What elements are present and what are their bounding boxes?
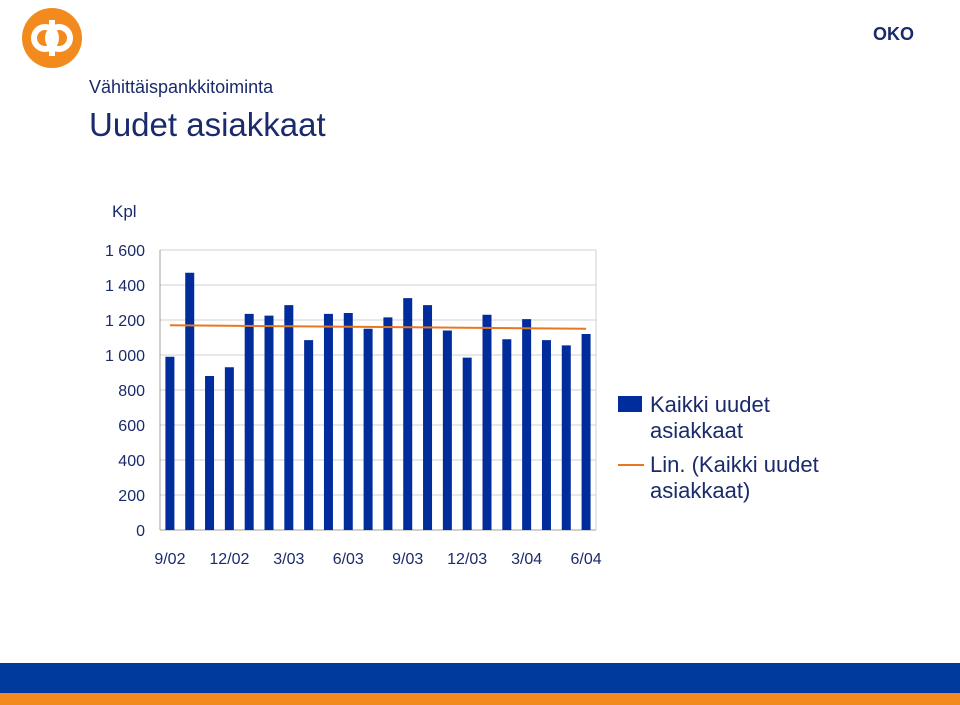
legend-trend-label-line2: asiakkaat)	[650, 478, 751, 503]
y-tick-label: 1 600	[104, 243, 145, 260]
bar	[423, 305, 432, 530]
footer-orange-stripe	[0, 693, 960, 705]
page-subtitle: Vähittäispankkitoiminta	[89, 77, 274, 97]
y-tick-label: 1 400	[104, 278, 145, 295]
bar	[582, 334, 591, 530]
y-tick-label: 0	[136, 523, 145, 540]
bar	[304, 340, 313, 530]
x-tick-label: 9/03	[392, 551, 424, 568]
y-tick-label: 200	[118, 488, 145, 505]
brand-name: OKO	[872, 24, 914, 44]
y-tick-label: 1 200	[104, 313, 145, 330]
x-tick-label: 6/04	[570, 551, 602, 568]
x-tick-label: 3/04	[511, 551, 543, 568]
legend-trend-swatch	[618, 464, 644, 466]
bar	[284, 305, 293, 530]
legend-bar-swatch	[618, 396, 642, 412]
bar	[562, 345, 571, 530]
legend-item-trendline	[618, 452, 878, 504]
y-tick-label: 600	[118, 418, 145, 435]
bar	[443, 331, 452, 531]
bar	[483, 315, 492, 530]
bar	[324, 314, 333, 530]
legend-bar-label-line1: Kaikki uudet	[650, 392, 770, 417]
bar	[383, 317, 392, 530]
x-tick-label: 9/02	[154, 551, 186, 568]
y-tick-label: 800	[118, 383, 145, 400]
bar	[502, 339, 511, 530]
x-tick-label: 3/03	[273, 551, 305, 568]
bar	[225, 367, 234, 530]
bar	[403, 298, 412, 530]
y-axis-unit-label: Kpl	[112, 202, 137, 221]
legend-item-bars	[618, 392, 878, 444]
bar	[542, 340, 551, 530]
bar	[185, 273, 194, 530]
y-tick-label: 400	[118, 453, 145, 470]
legend-trend-label-line1: Lin. (Kaikki uudet	[650, 452, 819, 477]
y-tick-label: 1 000	[104, 348, 145, 365]
x-tick-label: 12/02	[209, 551, 250, 568]
chart-legend	[618, 392, 878, 512]
x-tick-label: 12/03	[447, 551, 488, 568]
bar	[344, 313, 353, 530]
bar	[522, 319, 531, 530]
bar	[245, 314, 254, 530]
bar	[463, 358, 472, 530]
bar	[265, 316, 274, 530]
bar	[205, 376, 214, 530]
legend-bar-label-line2: asiakkaat	[650, 418, 743, 443]
bar	[364, 329, 373, 530]
x-tick-label: 6/03	[332, 551, 364, 568]
page-title: Uudet asiakkaat	[89, 106, 326, 143]
bar	[165, 357, 174, 530]
footer-blue-stripe	[0, 663, 960, 693]
